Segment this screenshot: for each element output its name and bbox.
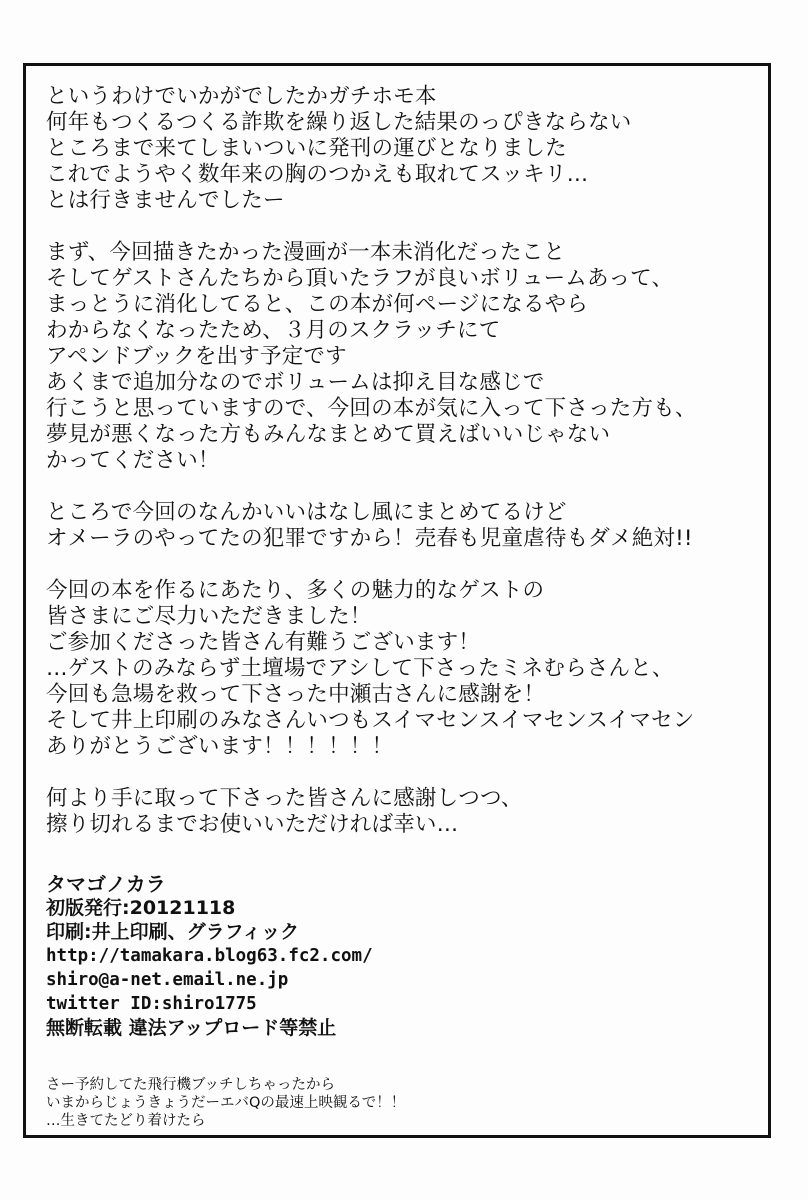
text-line: わからなくなったため、３月のスクラッチにて: [46, 318, 501, 343]
text-line: というわけでいかがでしたかガチホモ本: [46, 84, 437, 109]
text-line: …ゲストのみならず土壇場でアシして下さったミネむらさんと、: [46, 656, 674, 681]
text-line: 夢見が悪くなった方もみんなまとめて買えばいいじゃない: [46, 422, 611, 447]
text-line: 今回の本を作るにあたり、多くの魅力的なゲストの: [46, 578, 545, 603]
first-edition-date: 初版発行:20121118: [46, 897, 236, 919]
copyright-notice: 無断転載 違法アップロード等禁止: [46, 1017, 337, 1039]
note-line: いまからじょうきょうだーエバQの最速上映観るで！！: [46, 1095, 406, 1111]
email-address: shiro@a-net.email.ne.jp: [46, 970, 289, 990]
circle-name: タマゴノカラ: [46, 872, 166, 896]
text-line: 皆さまにご尽力いただきました！: [46, 604, 372, 629]
note-line: …生きてたどり着けたら: [46, 1113, 206, 1129]
text-line: オメーラのやってたの犯罪ですから！売春も児童虐待もダメ絶対!!: [46, 526, 693, 551]
paragraph-4: [46, 578, 756, 760]
twitter-id: twitter ID:shiro1775: [46, 994, 257, 1014]
text-line: 何より手に取って下さった皆さんに感謝しつつ、: [46, 786, 523, 811]
text-line: 何年もつくるつくる詐欺を繰り返した結果のっぴきならない: [46, 110, 632, 135]
text-line: 行こうと思っていますので、今回の本が気に入って下さった方も、: [46, 396, 697, 421]
paragraph-3: [46, 500, 756, 552]
text-line: ところで今回のなんかいいはなし風にまとめてるけど: [46, 500, 567, 525]
paragraph-2: [46, 240, 756, 474]
paragraph-1: [46, 84, 756, 214]
text-line: まず、今回描きたかった漫画が一本未消化だったこと: [46, 240, 566, 265]
text-line: ありがとうございます！！！！！！: [46, 734, 394, 759]
printer-info: 印刷:井上印刷、グラフィック: [46, 921, 300, 943]
text-line: そして井上印刷のみなさんいつもスイマセンスイマセンスイマセン: [46, 708, 695, 733]
note-line: さー予約してた飛行機ブッチしちゃったから: [46, 1077, 335, 1093]
paragraph-5: [46, 786, 756, 838]
text-line: ご参加くださった皆さん有難うございます！: [46, 630, 481, 655]
text-line: そしてゲストさんたちから頂いたラフが良いボリュームあって、: [46, 266, 674, 291]
text-line: とは行きませんでしたー: [46, 188, 285, 213]
text-line: かってください！: [46, 448, 220, 473]
text-line: 擦り切れるまでお使いいただければ幸い…: [46, 812, 459, 837]
text-line: これでようやく数年来の胸のつかえも取れてスッキリ…: [46, 162, 589, 187]
text-line: 今回も急場を救って下さった中瀬古さんに感謝を！: [46, 682, 546, 707]
text-line: あくまで追加分なのでボリュームは抑え目な感じで: [46, 370, 545, 395]
website-url: http://tamakara.blog63.fc2.com/: [46, 946, 373, 966]
afterword-text: [46, 84, 756, 864]
text-line: ところまで来てしまいついに発刊の運びとなりました: [46, 136, 567, 161]
handwritten-note: [46, 1076, 746, 1130]
colophon: [46, 872, 746, 1040]
text-line: アペンドブックを出す予定です: [46, 344, 347, 369]
text-line: まっとうに消化してると、この本が何ページになるやら: [46, 292, 589, 317]
